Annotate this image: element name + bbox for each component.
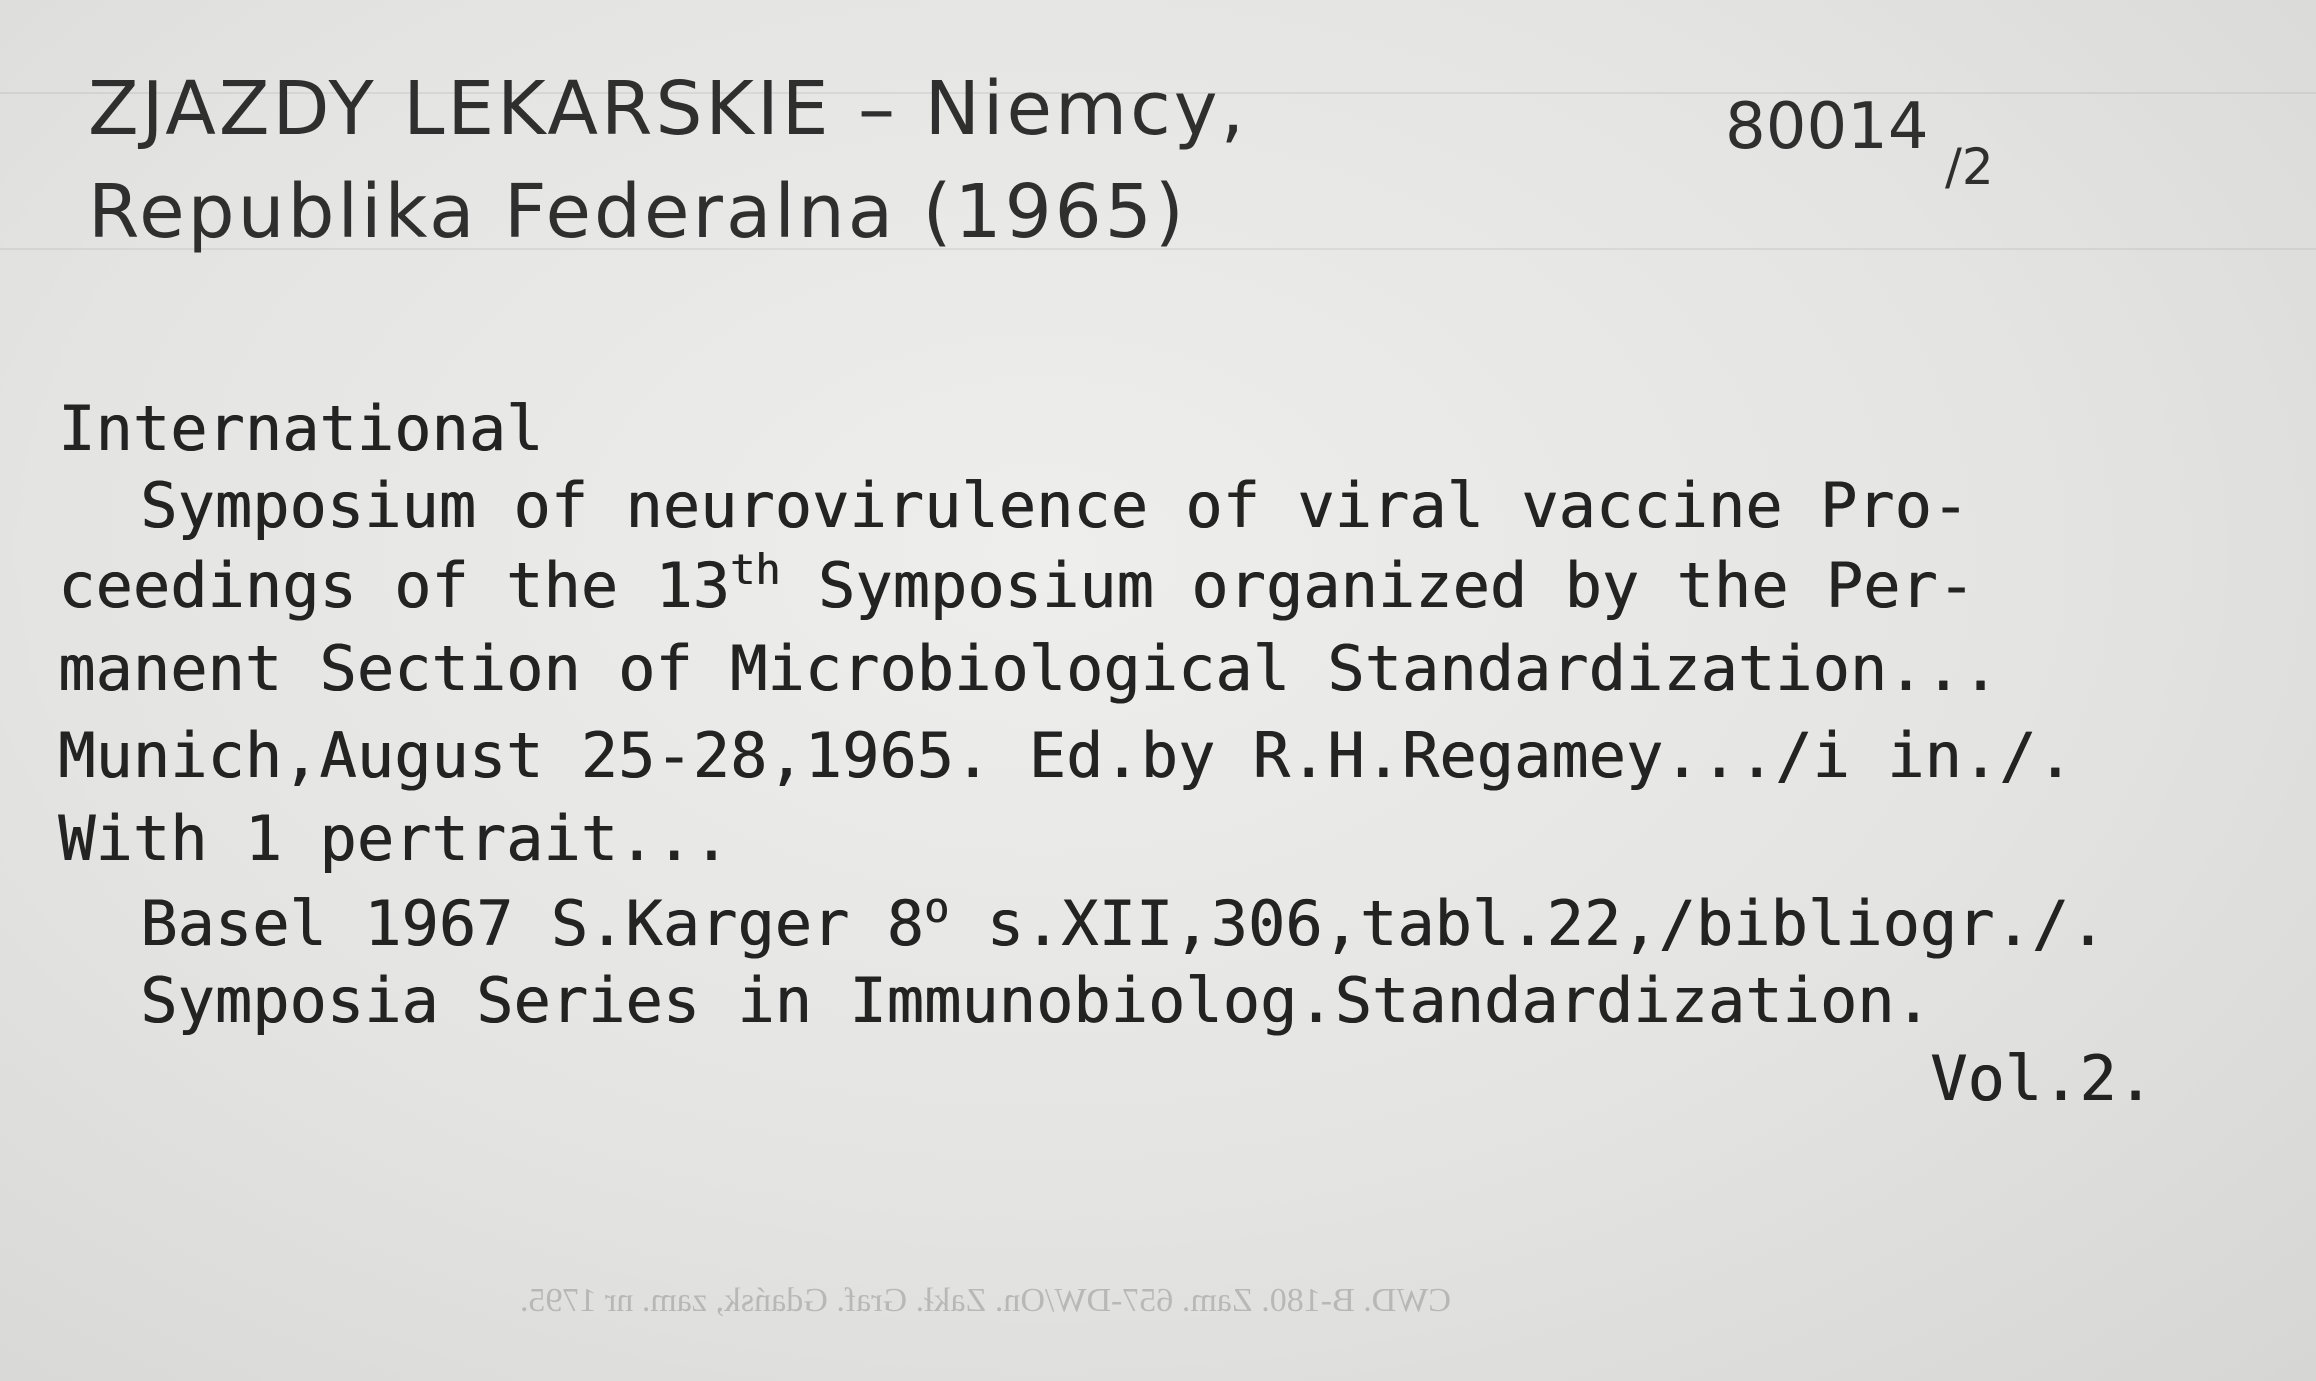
entry-line: [140, 883, 2107, 960]
entry-line-text: Symposium organized by the Per-: [780, 549, 1975, 622]
entry-line-text: s.XII,306,tabl.22,/bibliogr./.: [949, 887, 2107, 960]
call-number-suffix: /2: [1945, 138, 1994, 196]
subject-heading-line-2: Republika Federalna (1965): [88, 169, 1187, 255]
entry-line-text: ceedings of the 13: [58, 549, 730, 622]
entry-line-text: Basel 1967 S.Karger 8: [140, 887, 924, 960]
entry-line: Symposium of neurovirulence of viral vaccine Pro-: [140, 469, 1970, 542]
printer-imprint: CWD. B-180. Zam. 657-DW/On. Zakł. Graf. Gdańsk, zam. nr 1795.: [520, 1282, 1452, 1319]
entry-line: manent Section of Microbiological Standardization...: [58, 632, 2000, 705]
superscript: th: [729, 545, 781, 594]
entry-line: International: [58, 392, 544, 465]
volume: Vol.2.: [1930, 1042, 2154, 1115]
entry-line: [58, 545, 1975, 622]
call-number: 80014: [1725, 90, 1929, 164]
entry-line: With 1 pertrait...: [58, 802, 730, 875]
series-line: Symposia Series in Immunobiolog.Standardization.: [140, 964, 1932, 1037]
subject-heading-line-1: ZJAZDY LEKARSKIE – Niemcy,: [88, 66, 1248, 152]
superscript: o: [923, 883, 950, 932]
entry-line: Munich,August 25-28,1965. Ed.by R.H.Regamey.../i in./.: [58, 719, 2074, 792]
